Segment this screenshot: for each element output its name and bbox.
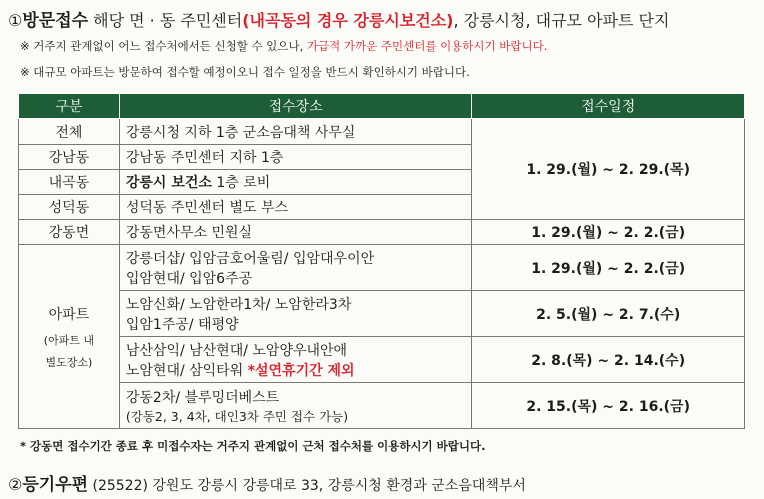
row-date: 2. 15.(목) ~ 2. 16.(금) bbox=[472, 383, 745, 429]
place-line-1: 강릉더샵/ 입암금호어울림/ 입암대우이안 bbox=[125, 250, 375, 267]
row-place: 강릉시청 지하 1층 군소음대책 사무실 bbox=[119, 119, 471, 145]
section-2-number: ② bbox=[8, 475, 23, 494]
section-2-title: 등기우편 bbox=[22, 475, 89, 495]
note-1-red-text: 가급적 가까운 주민센터를 이용하시기 바랍니다. bbox=[306, 39, 548, 53]
header-place: 접수장소 bbox=[119, 94, 471, 119]
section-1-text-a: 해당 면 · 동 주민센터 bbox=[88, 11, 243, 30]
holiday-exclusion-note: *설연휴기간 제외 bbox=[247, 362, 355, 379]
section-1-highlight: (내곡동의 경우 강릉시보건소) bbox=[242, 11, 454, 30]
table-header-row bbox=[19, 94, 745, 119]
row-place: 강동면사무소 민원실 bbox=[119, 220, 471, 245]
row-place bbox=[119, 383, 471, 429]
table-row bbox=[19, 220, 745, 245]
row-category: 강남동 bbox=[19, 145, 120, 170]
footnote: * 강동면 접수기간 종료 후 미접수자는 거주지 관계없이 근처 접수처를 이용하시기 바랍니다. bbox=[20, 439, 486, 453]
row-place bbox=[119, 337, 471, 383]
place-line-1: 노암신화/ 노암한라1차/ 노암한라3차 bbox=[125, 296, 352, 313]
section-1-number: ① bbox=[8, 11, 23, 30]
header-category: 구분 bbox=[19, 94, 120, 119]
row-place: 강남동 주민센터 지하 1층 bbox=[119, 145, 471, 170]
place-line-2: (강동2, 3, 4차, 대인3차 주민 접수 가능) bbox=[125, 408, 349, 424]
apartment-sub-2: 별도장소) bbox=[45, 355, 93, 369]
row-category: 전체 bbox=[19, 119, 120, 145]
row-category: 내곡동 bbox=[19, 170, 120, 195]
table-row bbox=[19, 119, 745, 145]
section-1-title: 방문접수 bbox=[22, 11, 89, 31]
section-1-text-b: , 강릉시청, 대규모 아파트 단지 bbox=[453, 11, 670, 30]
row-category: 성덕동 bbox=[19, 195, 120, 220]
row-place bbox=[119, 291, 471, 337]
apartment-label: 아파트 bbox=[48, 306, 90, 323]
row-date: 2. 5.(월) ~ 2. 7.(수) bbox=[472, 291, 745, 337]
row-date: 1. 29.(월) ~ 2. 2.(금) bbox=[472, 220, 745, 245]
header-schedule: 접수일정 bbox=[472, 94, 745, 119]
row-category: 강동면 bbox=[19, 220, 120, 245]
note-2: ※ 대규모 아파트는 방문하여 접수할 예정이오니 접수 일정을 반드시 확인하시기 바랍니다. bbox=[20, 65, 470, 79]
section-2-heading bbox=[8, 470, 526, 495]
place-line-2-text: 노암현대/ 삼익타워 bbox=[125, 362, 248, 379]
row-place bbox=[119, 245, 471, 291]
table-row bbox=[19, 383, 745, 429]
row-place-rest: 1층 로비 bbox=[211, 175, 271, 191]
table-row bbox=[19, 245, 745, 291]
place-line-1: 강동2차/ 블루밍더베스트 bbox=[125, 389, 280, 406]
place-line-2: 입암현대/ 입암6주공 bbox=[125, 270, 253, 287]
row-place: 성덕동 주민센터 별도 부스 bbox=[119, 195, 471, 220]
row-place-bold: 강릉시 보건소 bbox=[125, 175, 212, 191]
table-row bbox=[19, 291, 745, 337]
note-1-text: ※ 거주지 관계없이 어느 접수처에서든 신청할 수 있으나, bbox=[20, 39, 307, 53]
place-line-2 bbox=[126, 360, 465, 380]
table-row bbox=[19, 337, 745, 383]
section-1-heading bbox=[8, 6, 669, 31]
apartment-category bbox=[19, 245, 120, 429]
note-1 bbox=[20, 38, 547, 54]
apartment-sub-1: (아파트 내 bbox=[43, 333, 95, 347]
schedule-table bbox=[18, 93, 745, 429]
row-date: 2. 8.(목) ~ 2. 14.(수) bbox=[472, 337, 745, 383]
row-date: 1. 29.(월) ~ 2. 2.(금) bbox=[472, 245, 745, 291]
row-date: 1. 29.(월) ~ 2. 29.(목) bbox=[472, 119, 745, 220]
row-place bbox=[119, 170, 471, 195]
mail-address: (25522) 강원도 강릉시 강릉대로 33, 강릉시청 환경과 군소음대책부서 bbox=[88, 478, 526, 494]
place-line-1: 남산삼익/ 남산현대/ 노암양우내안애 bbox=[125, 342, 348, 359]
place-line-2: 입암1주공/ 태평양 bbox=[125, 316, 239, 333]
